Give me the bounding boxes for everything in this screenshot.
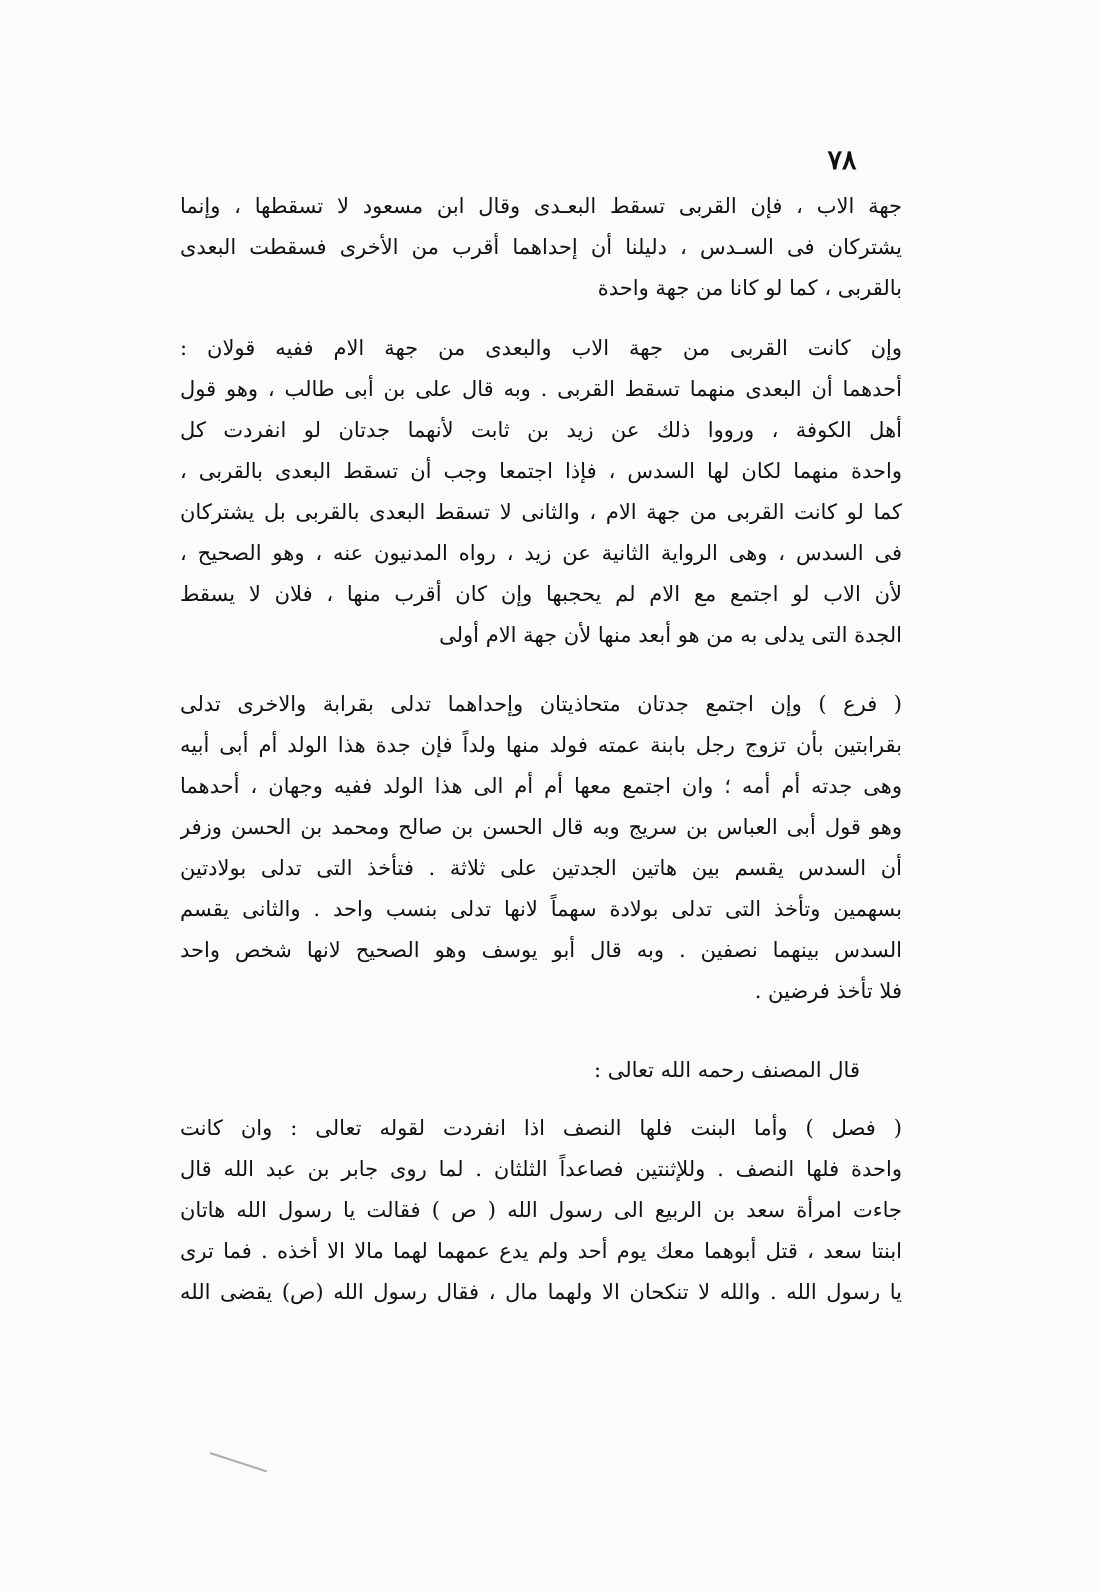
text-line: بقرابتين بأن تزوج رجل بابنة عمته فولد منها ولداً فإن جدة هذا الولد أم أبى أبيه (180, 733, 902, 757)
text-line: وهى جدته أم أمه ؛ وان اجتمع معها أم أم الى هذا الولد ففيه وجهان ، أحدهما (180, 774, 902, 798)
paragraph-5 (180, 1108, 902, 1313)
text-line: أحدهما أن البعدى منهما تسقط القربى . وبه قال على بن أبى طالب ، وهو قول (180, 377, 902, 401)
text-line: ( فصل ) وأما البنت فلها النصف اذا انفردت لقوله تعالى : وان كانت (180, 1116, 902, 1140)
paragraph-1 (180, 186, 902, 309)
text-line: الجدة التى يدلى به من هو أبعد منها لأن جهة الام أولى (439, 623, 902, 647)
text-line: يا رسول الله . والله لا تنكحان الا ولهما مال ، فقال رسول الله (ص) يقضى الله (180, 1280, 902, 1304)
text-line: جهة الاب ، فإن القربى تسقط البعـدى وقال ابن مسعود لا تسقطها ، وإنما (180, 194, 902, 218)
text-line: بالقربى ، كما لو كانا من جهة واحدة (597, 276, 902, 300)
text-line: فلا تأخذ فرضين . (754, 979, 902, 1003)
page-number: ٧٨ (827, 145, 857, 176)
text-line: لأن الاب لو اجتمع مع الام لم يحجبها وإن كان أقرب منها ، فلان لا يسقط (180, 582, 902, 606)
text-line: يشتركان فى السـدس ، دليلنا أن إحداهما أقرب من الأخرى فسقطت البعدى (180, 235, 902, 259)
text-line: واحدة منهما لكان لها السدس ، فإذا اجتمعا وجب أن تسقط البعدى بالقربى ، (180, 459, 902, 483)
section-heading (180, 1050, 860, 1091)
scan-mark (210, 1452, 268, 1472)
text-line: بسهمين وتأخذ التى تدلى بولادة سهماً لانها تدلى بنسب واحد . والثانى يقسم (180, 897, 902, 921)
text-line: السدس بينهما نصفين . وبه قال أبو يوسف وهو الصحيح لانها شخص واحد (180, 938, 902, 962)
text-line: وهو قول أبى العباس بن سريج وبه قال الحسن بن صالح ومحمد بن الحسن وزفر (180, 815, 902, 839)
text-line: أهل الكوفة ، ورووا ذلك عن زيد بن ثابت لأنهما جدتان لو انفردت كل (180, 418, 902, 442)
text-line: واحدة فلها النصف . وللإثنتين فصاعداً الثلثان . لما روى جابر بن عبد الله قال (180, 1157, 902, 1181)
text-line: ( فرع ) وإن اجتمع جدتان متحاذيتان وإحداهما تدلى بقرابة والاخرى تدلى (180, 692, 902, 716)
paragraph-3 (180, 684, 902, 1012)
text-line: فى السدس ، وهى الرواية الثانية عن زيد ، رواه المدنيون عنه ، وهو الصحيح ، (180, 541, 902, 565)
text-line: وإن كانت القربى من جهة الاب والبعدى من جهة الام ففيه قولان : (180, 336, 902, 360)
text-line: كما لو كانت القربى من جهة الام ، والثانى لا تسقط البعدى بالقربى بل يشتركان (180, 500, 902, 524)
paragraph-2 (180, 328, 902, 656)
text-line: أن السدس يقسم بين هاتين الجدتين على ثلاثة . فتأخذ التى تدلى بولادتين (180, 856, 902, 880)
heading-text: قال المصنف رحمه الله تعالى : (593, 1058, 860, 1082)
text-line: ابنتا سعد ، قتل أبوهما معك يوم أحد ولم يدع عمهما لهما مالا الا أخذه . فما ترى (180, 1239, 902, 1263)
text-line: جاءت امرأة سعد بن الربيع الى رسول الله ( ص ) فقالت يا رسول الله هاتان (180, 1198, 902, 1222)
